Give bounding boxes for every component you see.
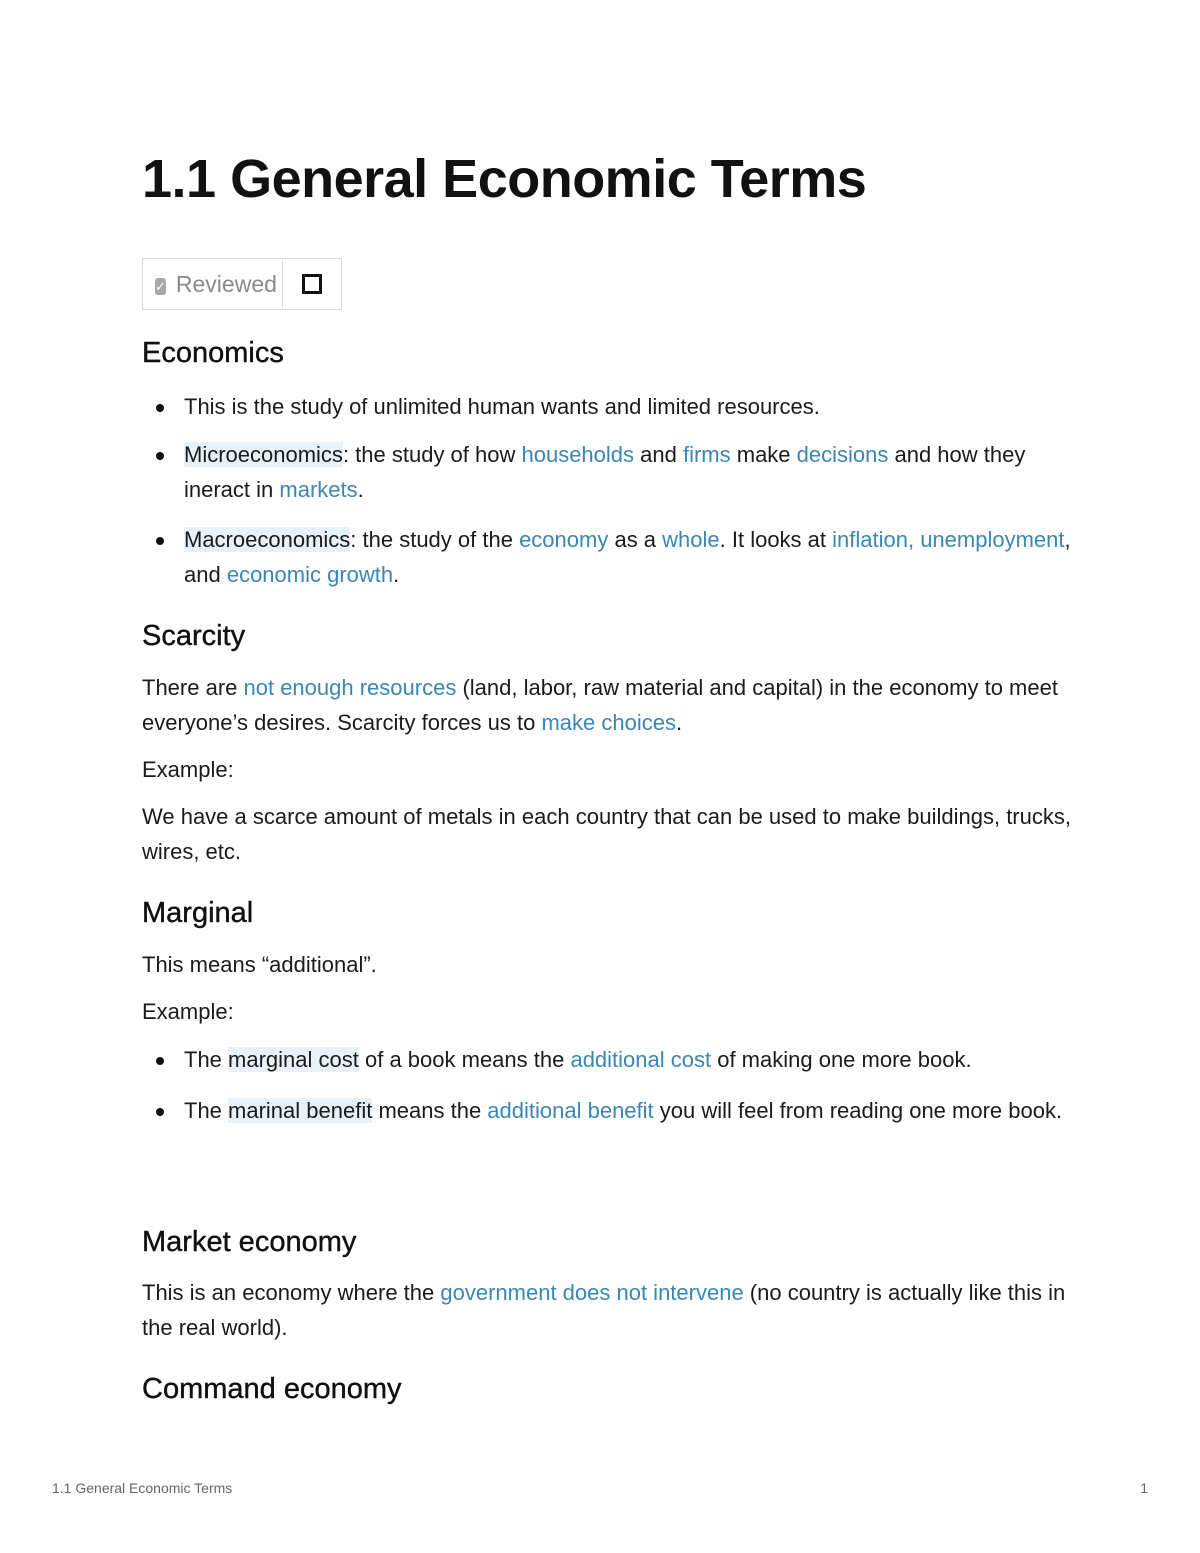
highlight: additional benefit <box>487 1098 654 1123</box>
reviewed-checkbox[interactable] <box>302 274 322 294</box>
highlight: whole <box>662 527 720 552</box>
highlight: markets <box>279 477 358 502</box>
example-label: Example: <box>142 999 234 1024</box>
term-marginal-benefit: marinal benefit <box>228 1098 373 1123</box>
marginal-list <box>142 1042 1072 1128</box>
heading-economics: Economics <box>142 337 284 369</box>
text: of making one more book. <box>711 1047 972 1072</box>
text: The <box>184 1047 229 1072</box>
highlight: households <box>521 442 635 467</box>
text: This is an economy where the <box>142 1280 441 1305</box>
example-label: Example: <box>142 757 234 782</box>
scarcity-paragraph <box>142 670 1072 740</box>
text: you will feel from reading one more book. <box>653 1098 1063 1123</box>
page-footer <box>52 1480 1148 1496</box>
list-item <box>142 389 1072 424</box>
list-item <box>142 1042 1072 1077</box>
highlight: firms <box>682 442 731 467</box>
economics-list <box>142 389 1072 592</box>
highlight: not enough resources <box>243 675 457 700</box>
checkbox-icon: ✓ <box>155 278 166 294</box>
text: . It looks at <box>719 527 833 552</box>
text: : the study of how <box>342 442 522 467</box>
text: (no country is actually like this in the real world). <box>142 1280 1066 1340</box>
page-title: 1.1 General Economic Terms <box>142 149 867 209</box>
text: The <box>184 1098 229 1123</box>
text: and how they ineract in <box>184 442 1026 502</box>
heading-command-economy: Command economy <box>142 1373 402 1405</box>
property-value[interactable] <box>283 259 341 309</box>
item-text: This is the study of unlimited human wants and limited resources. <box>184 394 820 419</box>
market-paragraph <box>142 1275 1072 1345</box>
marginal-paragraph: This means “additional”. <box>142 952 377 977</box>
highlight: government does not intervene <box>440 1280 744 1305</box>
text: of a book means the <box>358 1047 571 1072</box>
text: (land, labor, raw material and capital) in the economy to meet everyone’s desires. Scarcity forces us to <box>142 675 1058 735</box>
term-marginal-cost: marginal cost <box>228 1047 359 1072</box>
term-macroeconomics: Macroeconomics <box>184 527 351 552</box>
heading-market-economy: Market economy <box>142 1226 357 1258</box>
list-item <box>142 1093 1072 1128</box>
heading-marginal: Marginal <box>142 897 254 929</box>
text: . <box>675 710 683 735</box>
highlight: additional cost <box>570 1047 712 1072</box>
text: and <box>634 442 683 467</box>
text: as a <box>608 527 663 552</box>
highlight: make choices <box>541 710 676 735</box>
property-name <box>143 259 283 309</box>
property-row-reviewed <box>142 258 342 310</box>
highlight: economy <box>519 527 609 552</box>
footer-title: 1.1 General Economic Terms <box>52 1480 233 1496</box>
text: There are <box>142 675 244 700</box>
text: means the <box>372 1098 488 1123</box>
scarcity-example: We have a scarce amount of metals in each country that can be used to make buildings, trucks, wires, etc. <box>142 804 1071 864</box>
term-microeconomics: Microeconomics <box>184 442 343 467</box>
list-item <box>142 437 1072 507</box>
highlight: economic growth <box>226 562 394 587</box>
text: . <box>393 562 400 587</box>
text: , and <box>184 527 1071 587</box>
heading-scarcity: Scarcity <box>142 620 246 652</box>
highlight: decisions <box>796 442 889 467</box>
text: : the study of the <box>350 527 520 552</box>
list-item <box>142 522 1072 592</box>
property-label: Reviewed <box>175 270 277 297</box>
text: . <box>357 477 364 502</box>
highlight: inflation, unemployment <box>832 527 1065 552</box>
text: make <box>730 442 797 467</box>
page-number: 1 <box>1140 1480 1148 1496</box>
